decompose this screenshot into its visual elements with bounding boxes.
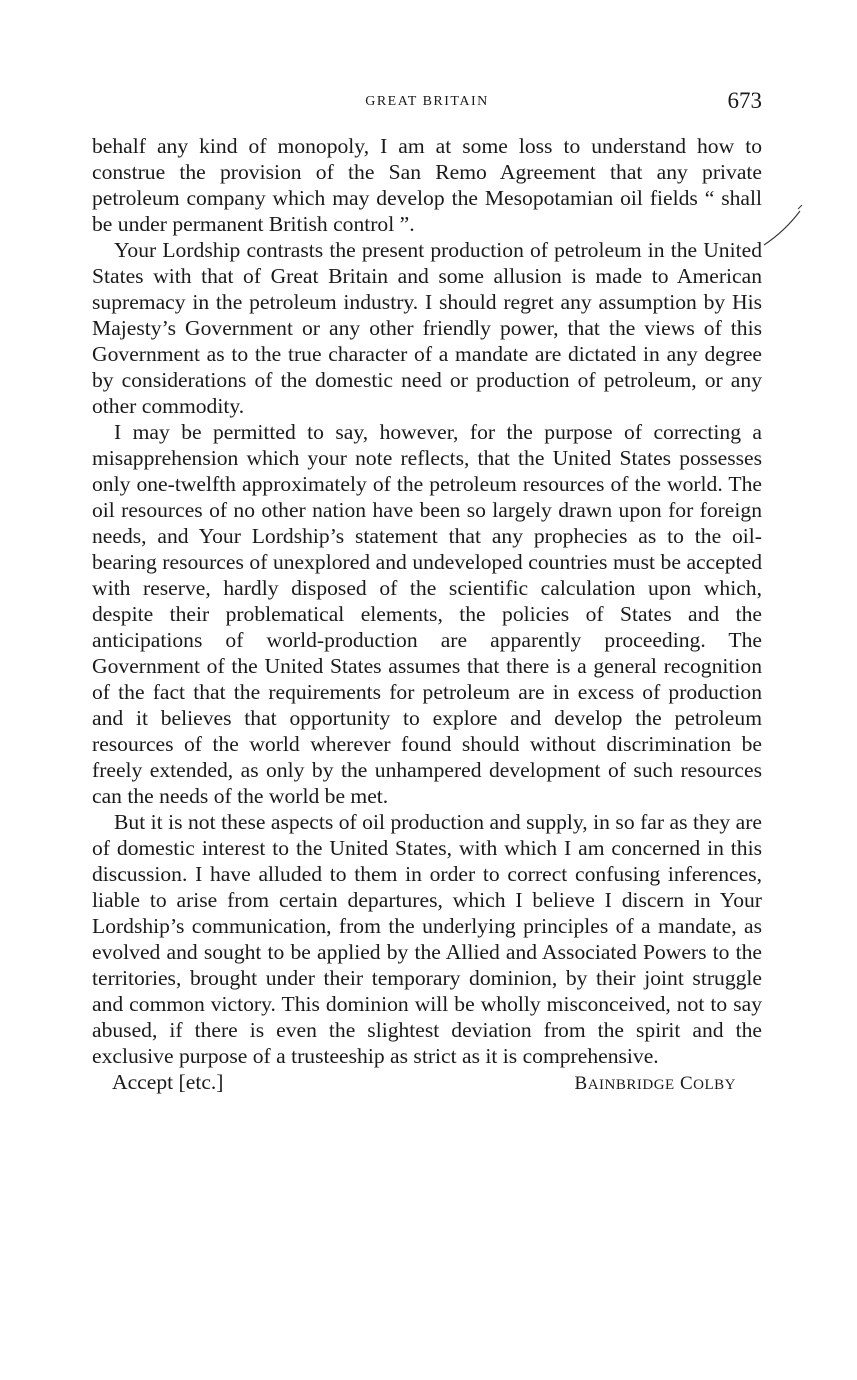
page-number: 673 <box>727 88 762 113</box>
closing-accept: Accept [etc.] <box>112 1070 224 1094</box>
signature <box>575 1071 736 1098</box>
paragraph-3: I may be permitted to say, however, for the purpose of correcting a misapprehension which your note reflects, that the United States possesses only one-twelfth approximately of the petroleum resources of the world. The oil resources of no other nation have been so largely drawn upon for foreign needs, and Your Lordship’s statement that any prophecies as to the oil-bearing resources of unexplored and undeveloped countries must be accepted with reserve, hardly disposed of the scientific calculation upon which, despite their problematical elements, the policies of States and the anticipations of world-production are apparently proceeding. The Government of the United States assumes that there is a general recognition of the fact that the requirements for petroleum are in excess of production and it believes that opportunity to explore and develop the petroleum resources of the world wherever found should without discrimination be freely extended, as only by the unhampered development of such resources can the needs of the world be met. <box>92 420 762 808</box>
closing-line <box>92 1069 762 1095</box>
signature-first-initial: B <box>574 1073 588 1094</box>
paragraph-1: behalf any kind of monopoly, I am at some loss to understand how to construe the provision of the San Remo Agreement that any private petroleum company which may develop the Mesopotamian oil fields “ shall be under permanent British control ”. <box>92 134 762 236</box>
paragraph-2: Your Lordship contrasts the present production of petroleum in the United States with that of Great Britain and some allusion is made to American supremacy in the petroleum industry. I should regret any assumption by His Majesty’s Government or any other friendly power, that the views of this Government as to the true character of a mandate are dictated in any degree by considerations of the domestic need or production of petroleum, or any other commodity. <box>92 238 762 418</box>
body-text <box>92 133 762 1095</box>
signature-first-rest: AINBRIDGE <box>587 1077 675 1093</box>
pen-mark-icon <box>762 197 806 247</box>
page-header <box>92 88 762 122</box>
signature-last-initial: C <box>679 1073 694 1094</box>
signature-last-rest: OLBY <box>693 1077 736 1093</box>
paragraph-4: But it is not these aspects of oil production and supply, in so far as they are of domestic interest to the United States, with which I am concerned in this discussion. I have alluded to them in order to correct confusing inferences, liable to arise from certain departures, which I believe I discern in Your Lordship’s communication, from the underlying principles of a mandate, as evolved and sought to be applied by the Allied and Associated Powers to the territories, brought under their temporary dominion, by their joint struggle and common victory. This dominion will be wholly misconceived, not to say abused, if there is even the slightest deviation from the spirit and the exclusive purpose of a trusteeship as strict as it is comprehensive. <box>92 810 762 1068</box>
running-head: GREAT BRITAIN <box>365 94 489 109</box>
